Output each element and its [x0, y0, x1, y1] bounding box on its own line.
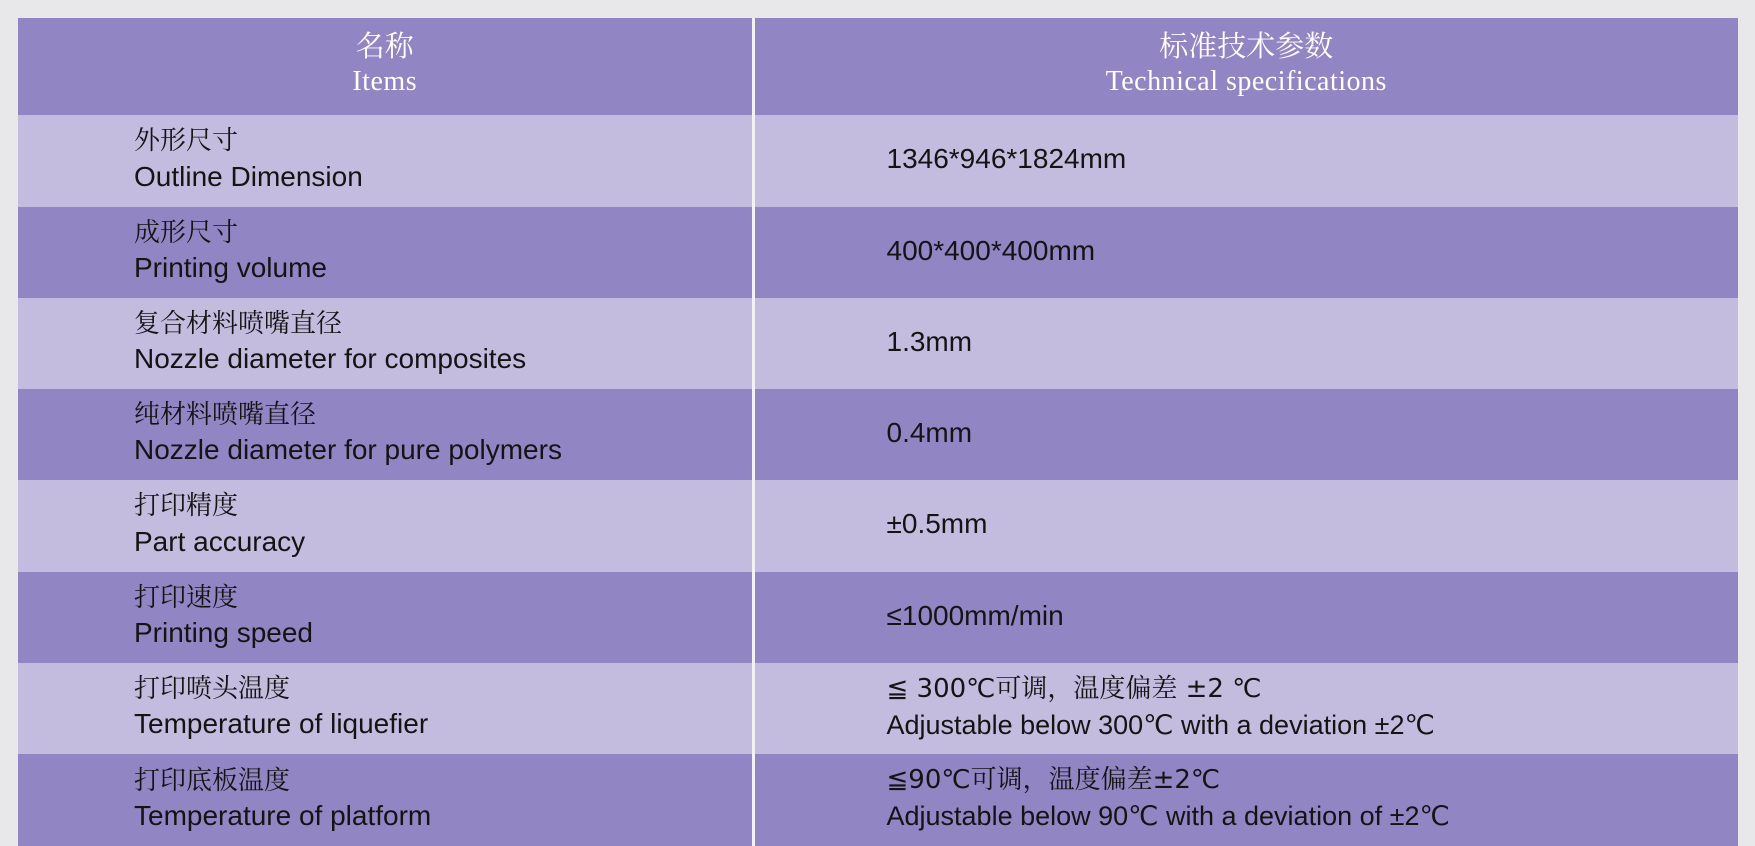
row-value-cell — [753, 298, 1738, 389]
row-value-line2: Adjustable below 300℃ with a deviation ±2℃ — [886, 709, 1435, 740]
table-row — [18, 480, 1738, 571]
table-row — [18, 663, 1738, 755]
row-item-en: Temperature of platform — [134, 799, 432, 831]
row-item-cn: 打印精度 — [134, 491, 239, 522]
row-value-line1: 400*400*400mm — [886, 234, 1096, 266]
row-item-cn: 成形尺寸 — [134, 217, 239, 248]
row-value-line1: 1346*946*1824mm — [886, 143, 1127, 175]
column-header-specifications-cn: 标准技术参数 — [1159, 29, 1334, 63]
row-item-cn: 复合材料喷嘴直径 — [134, 308, 343, 339]
table-header — [18, 18, 1738, 115]
header-row — [18, 18, 1738, 115]
row-item-cell — [18, 115, 753, 206]
row-item-cn: 打印速度 — [134, 582, 239, 613]
row-item-cell — [18, 207, 753, 298]
row-item-en: Temperature of liquefier — [134, 708, 429, 740]
column-header-items — [18, 18, 753, 115]
table-row — [18, 572, 1738, 663]
row-value-line2: Adjustable below 90℃ with a deviation of ±2℃ — [886, 801, 1450, 832]
table-row — [18, 754, 1738, 846]
row-value-cell — [753, 663, 1738, 755]
row-item-cell — [18, 389, 753, 480]
row-item-en: Part accuracy — [134, 525, 306, 557]
row-value-line1: ≤1000mm/min — [886, 599, 1064, 631]
row-item-en: Nozzle diameter for composites — [134, 343, 527, 375]
row-item-en: Printing speed — [134, 616, 314, 648]
row-item-cell — [18, 480, 753, 571]
table-row — [18, 298, 1738, 389]
row-value-line1: ±0.5mm — [886, 508, 988, 540]
table-row — [18, 389, 1738, 480]
row-item-cell — [18, 663, 753, 755]
column-header-items-en: Items — [352, 66, 418, 98]
row-value-line1: 1.3mm — [886, 325, 973, 357]
table-row — [18, 115, 1738, 206]
table-row — [18, 207, 1738, 298]
specifications-table — [18, 18, 1738, 846]
row-value-cell — [753, 389, 1738, 480]
row-value-line1: ≦90℃可调，温度偏差±2℃ — [886, 765, 1221, 796]
row-item-en: Nozzle diameter for pure polymers — [134, 434, 562, 466]
row-value-cell — [753, 754, 1738, 846]
row-value-line1: ≦ 300℃可调，温度偏差 ±2 ℃ — [886, 673, 1262, 704]
row-value-cell — [753, 572, 1738, 663]
row-item-en: Printing volume — [134, 251, 327, 283]
row-value-cell — [753, 115, 1738, 206]
row-item-cell — [18, 754, 753, 846]
row-item-cn: 打印底板温度 — [134, 765, 291, 796]
row-value-line1: 0.4mm — [886, 417, 973, 449]
row-item-cell — [18, 298, 753, 389]
column-header-specifications-en: Technical specifications — [1105, 66, 1387, 98]
row-item-cn: 打印喷头温度 — [134, 673, 291, 704]
row-item-cn: 外形尺寸 — [134, 126, 239, 157]
row-item-cell — [18, 572, 753, 663]
table-body — [18, 115, 1738, 846]
specifications-table-container — [18, 18, 1738, 846]
row-value-cell — [753, 480, 1738, 571]
row-value-cell — [753, 207, 1738, 298]
column-header-items-cn: 名称 — [355, 29, 414, 63]
column-header-specifications — [753, 18, 1738, 115]
row-item-en: Outline Dimension — [134, 160, 363, 192]
row-item-cn: 纯材料喷嘴直径 — [134, 400, 317, 431]
